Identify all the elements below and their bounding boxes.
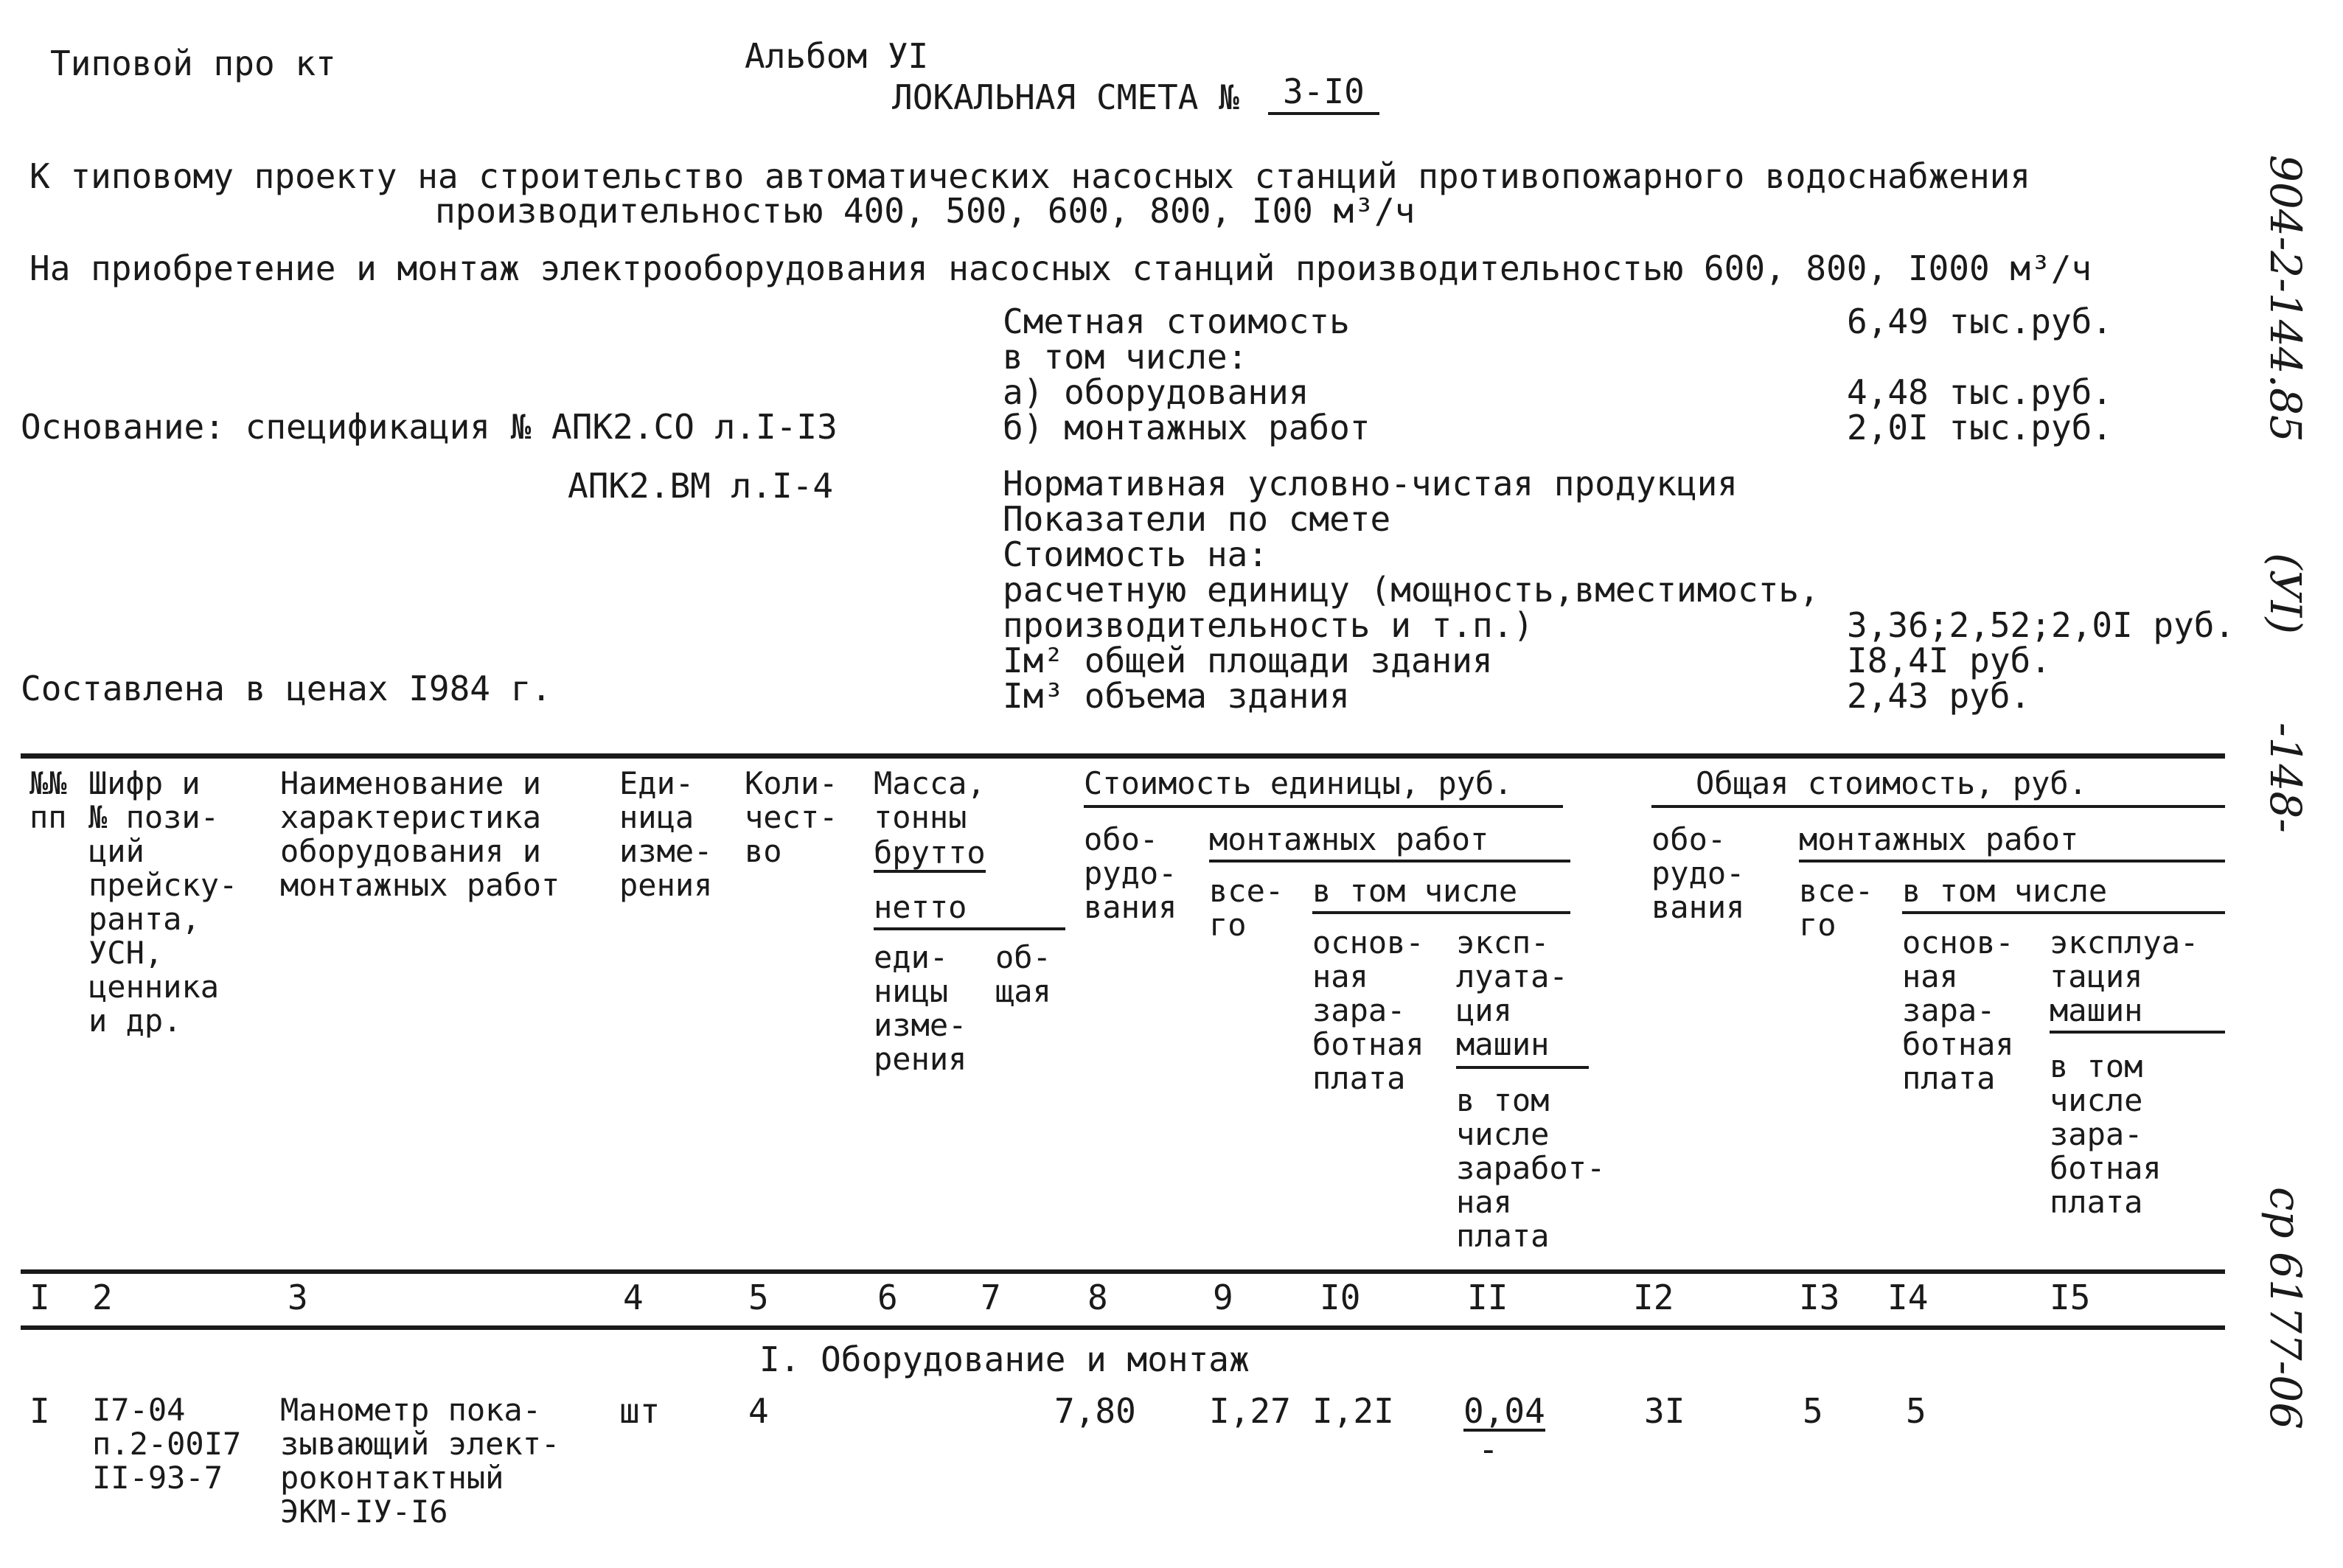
header-bottom-rule (21, 1269, 2225, 1274)
mount-all-header: все- го (1209, 873, 1284, 943)
col-number: I2 (1633, 1278, 1674, 1317)
col-header-5: Коли- чест- во (745, 765, 838, 869)
summary-label: Показатели по смете (1003, 499, 1391, 539)
col-number: 6 (877, 1278, 898, 1317)
total-incl-rule (1902, 911, 2225, 914)
total-cost-rule (1651, 805, 2225, 808)
summary-label: Сметная стоимость (1003, 302, 1350, 341)
col-number: 3 (288, 1278, 308, 1317)
table-top-rule (21, 753, 2225, 759)
summary-label: Нормативная условно-чистая продукция (1003, 464, 1738, 503)
row-number: I (29, 1391, 50, 1431)
total-incl-wage-header: в том числе зара- ботная плата (2050, 1048, 2162, 1220)
col-number: 2 (92, 1278, 113, 1317)
total-machines-rule (2050, 1031, 2225, 1034)
total-cost-header: Общая стоимость, руб. (1696, 765, 2088, 801)
album-label: Альбом УI (745, 36, 929, 76)
mass-unit-header: еди- ницы изме- рения (874, 939, 967, 1077)
row-name: Манометр пока- зывающий элект- роконтактный ЭКМ-IУ-I6 (280, 1392, 560, 1530)
row-machines: 0,04 (1463, 1391, 1545, 1431)
total-machines-header: эксплуа- тация машин (2050, 924, 2199, 1028)
col-header-2: Шифр и № пози- ций прейску- ранта, УСН, ценника и др. (88, 765, 238, 1039)
summary-label: Iм³ объема здания (1003, 676, 1350, 716)
row-unit: шт (619, 1391, 661, 1431)
mass-header: Масса, тонны (874, 765, 986, 835)
summary-value: 2,43 руб. (1847, 676, 2031, 716)
col-number: 7 (981, 1278, 1001, 1317)
mount-total-all-header: все- го (1799, 873, 1874, 943)
summary-value: 3,36;2,52;2,0I руб. (1847, 605, 2235, 645)
col-number: I4 (1887, 1278, 1929, 1317)
compiled-prices: Составлена в ценах I984 г. (21, 669, 552, 708)
unit-cost-rule (1084, 805, 1563, 808)
wage-header: основ- ная зара- ботная плата (1312, 924, 1424, 1096)
section-title: I. Оборудование и монтаж (759, 1339, 1250, 1379)
side-volume: (УI) (2260, 553, 2311, 635)
col-number: I5 (2050, 1278, 2091, 1317)
mount-total-header: монтажных работ (1799, 821, 2079, 857)
mass-total-header: об- щая (995, 939, 1051, 1009)
col-number: 9 (1213, 1278, 1233, 1317)
summary-value: 4,48 тыс.руб. (1847, 372, 2113, 412)
basis-spec-2: АПК2.ВМ л.I-4 (568, 466, 834, 506)
netto-header: нетто (874, 889, 967, 925)
summary-value: 2,0I тыс.руб. (1847, 408, 2113, 447)
machines-header: эксп- луата- ция машин (1456, 924, 1568, 1062)
total-wage-header: основ- ная зара- ботная плата (1902, 924, 2014, 1096)
summary-label: производительность и т.п.) (1003, 605, 1534, 645)
summary-label: расчетную единицу (мощность,вместимость, (1003, 570, 1820, 610)
incl-rule (1312, 911, 1570, 914)
estimate-title: ЛОКАЛЬНАЯ СМЕТА № (892, 77, 1239, 117)
side-code: 904-2-144.85 (2260, 155, 2311, 442)
col-header-1: №№ пп (29, 765, 67, 835)
row-mount-total: 5 (1803, 1391, 1823, 1431)
col-number: 4 (623, 1278, 644, 1317)
summary-label: Стоимость на: (1003, 534, 1269, 574)
summary-label: б) монтажных работ (1003, 408, 1371, 447)
summary-label: Iм² общей площади здания (1003, 641, 1493, 680)
numbers-bottom-rule (21, 1325, 2225, 1330)
col-number: 5 (748, 1278, 769, 1317)
mount-total-incl-header: в том числе (1902, 873, 2108, 909)
col-header-4: Еди- ница изме- рения (619, 765, 713, 903)
mount-total-rule (1799, 860, 2225, 863)
intro-line-3: На приобретение и монтаж электрооборудования насосных станций производительностью 600, 800, I000 м³/ч (29, 248, 2092, 288)
estimate-number: 3-I0 (1268, 74, 1379, 115)
equip-header: обо- рудо- вания (1084, 821, 1177, 925)
brutto-header: брутто (874, 836, 986, 873)
side-page: -148- (2260, 722, 2311, 833)
summary-value: 6,49 тыс.руб. (1847, 302, 2113, 341)
project-label: Типовой про кт (50, 43, 336, 83)
mount-incl-header: в том числе (1312, 873, 1518, 909)
row-equip-cost: 7,80 (1054, 1391, 1136, 1431)
unit-cost-header: Стоимость единицы, руб. (1084, 765, 1513, 801)
col-header-3: Наименование и характеристика оборудования и монтажных работ (280, 765, 560, 903)
row-equip-total: 3I (1644, 1391, 1685, 1431)
col-number: I (29, 1278, 50, 1317)
col-number: 8 (1087, 1278, 1108, 1317)
row-qty: 4 (748, 1391, 769, 1431)
intro-line-2: производительностью 400, 500, 600, 800, I00 м³/ч (435, 191, 1416, 231)
mount-rule (1209, 860, 1570, 863)
row-wage-total: 5 (1906, 1391, 1926, 1431)
side-sheet: ср 6177-06 (2260, 1187, 2311, 1430)
col-number: I0 (1320, 1278, 1361, 1317)
basis-spec: Основание: спецификация № АПК2.СО л.I-I3 (21, 407, 838, 447)
row-mount-all: I,27 (1209, 1391, 1291, 1431)
summary-label: в том числе: (1003, 337, 1248, 377)
equip-total-header: обо- рудо- вания (1651, 821, 1745, 925)
intro-line-1: К типовому проекту на строительство автоматических насосных станций противопожарного водоснабжения (29, 156, 2031, 196)
incl-wage-header: в том числе заработ- ная плата (1456, 1082, 1606, 1254)
machines-rule (1456, 1066, 1589, 1069)
netto-rule (874, 927, 1065, 930)
summary-value: I8,4I руб. (1847, 641, 2051, 680)
row-machines-wage: - (1478, 1429, 1499, 1469)
row-wage: I,2I (1312, 1391, 1394, 1431)
mount-header: монтажных работ (1209, 821, 1489, 857)
col-number: II (1467, 1278, 1508, 1317)
summary-label: а) оборудования (1003, 372, 1309, 412)
col-number: I3 (1799, 1278, 1840, 1317)
row-code: I7-04 п.2-00I7 II-93-7 (92, 1392, 242, 1496)
